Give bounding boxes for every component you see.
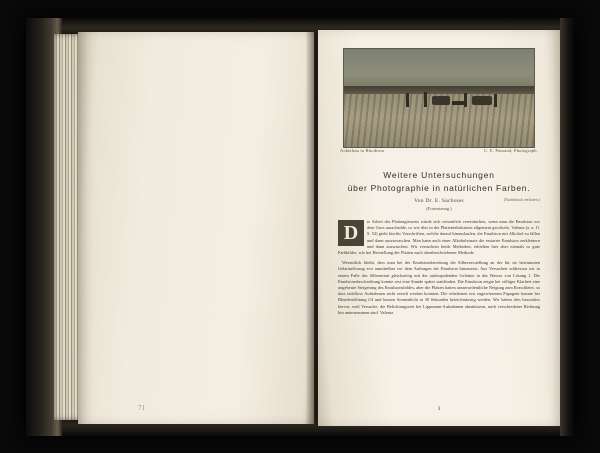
article-title-line-2: über Photographie in natürlichen Farben.: [347, 183, 531, 193]
plate-caption-left: Ackerbau in Rhodesia: [340, 148, 384, 153]
reprint-note: (Nachdruck verboten.): [503, 197, 540, 202]
left-page: [78, 32, 314, 424]
open-book: [26, 18, 574, 436]
left-page-pencil-mark: 71: [138, 404, 145, 412]
book-cover-right-edge: [560, 18, 574, 436]
body-paragraph-2: Wesentlich bleibt, dass man bei der Emulsionsbereitung die Silberzerstellung an der für sie bestimmten Gelatinelösung erst unmittelbar vor dem Auftragen der Emulsion hinzusetzt. Aus Versuchen schliessen wir in einem Falle das Silbernitrat gleichzeitig mit der aufzuspülenden Gelatine in das Wasser von Lösung 1. Die Emulsionsbeschreibung konnte erst eine Stunde später stattfinden. Die Emulsion zeigte bei völliger Klarheit eine ungeheure Steigerung des Emulsionsbildes, aber die Platten hatten ausserordentliche Neigung zum Rotschleier, so dass tadellose Aufnahmen nicht erzielt werden konnten. Die erhaltenen erst zugewiesenen Papagein konnte bei Blendenöffnung f/4 und kurzen Sonnenlicht in 30 Sekunden beieichtsässiig werden. Wir haben dies besonders hervor, weil Versuche, die Belichtungszeit bei Lippmann-Aufnahmen abzukürzen, nach verschiedener Richtung hin unternommen sind. Valenta: [338, 260, 540, 315]
page-folio: 3: [437, 407, 441, 412]
article-header: [338, 170, 540, 214]
plate-ox-team-right: [472, 96, 492, 105]
body-paragraph-1: ie Arbeit des Plattengiessens würde sich wesentlich vereinfachen, wenn man die Emulsion vor dem Guss ausschadde, so wie dies in der Plattenfabrikation allgemein geschieht. Valenta (a. a. O. S. 52) giebt hierfür Vorschriften, welche darauf hinauslaufen, die Emulsion mit Alkohol zu fällen und dann auszuwaschen. Man kann auch einer Alkoholzusatz die erstarrte Emulsion zerkleinern und dann auswaschen. Wir versuchten beide Methoden, erhielten hier aber niemals so gute Farbbilder, wie bei Herstellung der Platten nach obenbeschriebener Methode.: [338, 219, 540, 256]
right-page-content: [338, 48, 540, 412]
drop-cap: D: [338, 220, 364, 246]
plate-ox-team-left: [432, 96, 450, 105]
plate-plough: [452, 101, 466, 105]
continuation-note: (Fortsetzung.): [426, 206, 452, 211]
plate-figure-4: [494, 94, 497, 107]
article-title-line-1: Weitere Untersuchungen: [383, 170, 495, 180]
photographic-plate: [343, 48, 535, 148]
plate-figure-1: [406, 93, 409, 107]
plate-figure-2: [424, 92, 427, 107]
plate-caption-right: C. E. Passand, Photograph.: [483, 148, 538, 153]
article-body: [338, 219, 540, 316]
article-byline: Von Dr. E. Sachsses: [414, 198, 464, 204]
